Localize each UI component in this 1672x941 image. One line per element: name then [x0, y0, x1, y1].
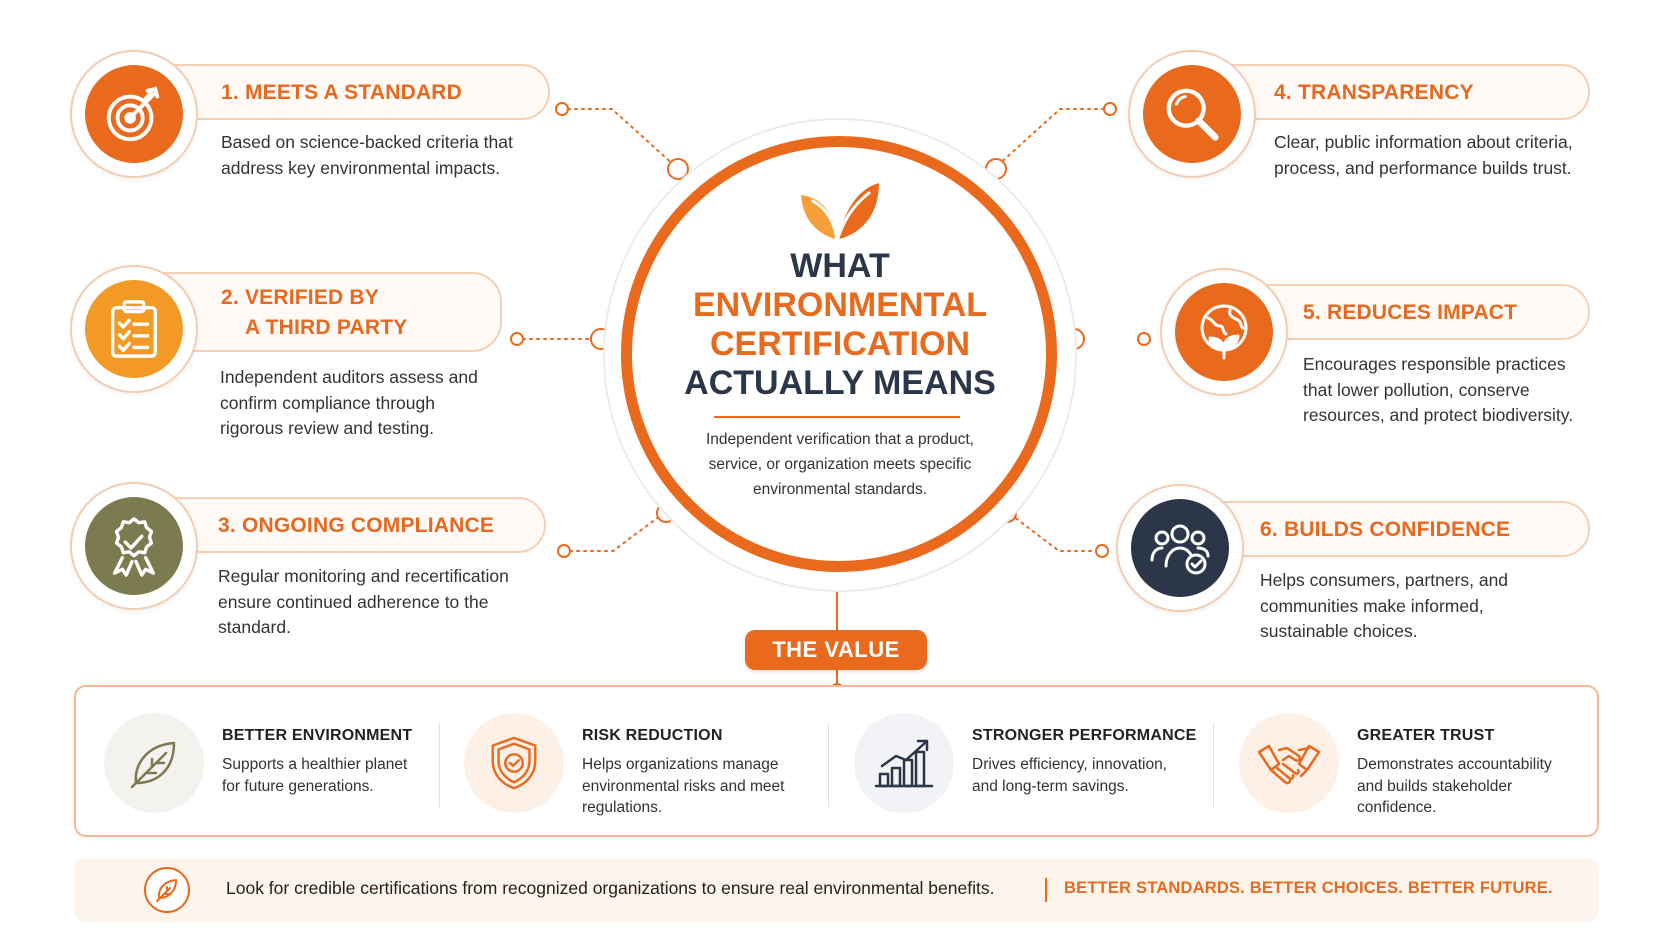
clipboard-checklist-icon [106, 298, 162, 360]
value-icon-circle [854, 713, 954, 813]
pillar-title-line1: 2. VERIFIED BY [221, 286, 380, 309]
connector-node [1104, 103, 1116, 115]
value-icon-circle [1239, 713, 1339, 813]
pillar-title: 4. TRANSPARENCY [1274, 81, 1474, 104]
connector-node [1096, 545, 1108, 557]
value-description: Demonstrates accountability and builds stakeholder confidence. [1357, 756, 1552, 816]
value-icon-circle [464, 713, 564, 813]
value-title: GREATER TRUST [1357, 727, 1495, 744]
pillar-icon-badge [70, 482, 198, 610]
pillar-description: Independent auditors assess and confirm compliance through rigorous review and testing. [220, 367, 478, 438]
value-item-better-environment [76, 687, 436, 837]
pillar-icon-badge [1128, 50, 1256, 178]
target-icon [103, 83, 165, 145]
footer-banner [74, 858, 1599, 922]
shield-check-icon [486, 734, 542, 792]
center-title-line3: CERTIFICATION [709, 325, 970, 363]
pillar-icon-badge [1160, 268, 1288, 396]
pillar-title-line2: A THIRD PARTY [245, 316, 408, 339]
leaf-badge-icon [153, 876, 181, 904]
value-label-pill: THE VALUE [745, 630, 927, 670]
leaf-icon [126, 735, 182, 791]
value-title: BETTER ENVIRONMENT [222, 727, 413, 744]
pillar-description: Regular monitoring and recertification ensure continued adherence to the standard. [218, 566, 509, 637]
footer-text: Look for credible certifications from recognized organizations to ensure real environmental benefits. [226, 878, 995, 898]
footer-separator [1045, 878, 1047, 902]
magnifier-icon [1161, 83, 1223, 145]
connector-node [1138, 333, 1150, 345]
center-title-line1: WHAT [790, 247, 890, 285]
pillar-title: 6. BUILDS CONFIDENCE [1260, 518, 1511, 541]
center-divider [714, 416, 960, 418]
value-title: RISK REDUCTION [582, 727, 723, 744]
pillar-description: Encourages responsible practices that lower pollution, conserve resources, and protect biodiversity. [1303, 354, 1574, 425]
pillar-title: 5. REDUCES IMPACT [1303, 301, 1518, 324]
value-item-stronger-performance [826, 687, 1211, 837]
center-title-line2: ENVIRONMENTAL [692, 286, 988, 324]
value-icon-circle [104, 713, 204, 813]
value-item-greater-trust [1211, 687, 1596, 837]
center-title-line4: ACTUALLY MEANS [684, 364, 996, 402]
pillar-title: 1. MEETS A STANDARD [221, 81, 463, 104]
pillar-icon-badge [1116, 484, 1244, 612]
award-ribbon-icon [103, 515, 165, 577]
center-subtitle: Independent verification that a product, service, or organization meets specific environmental standards. [706, 431, 974, 498]
connector-node [556, 103, 568, 115]
value-description: Helps organizations manage environmental risks and meet regulations. [582, 756, 785, 816]
growth-chart-icon [874, 734, 934, 792]
people-check-icon [1148, 516, 1212, 580]
pillar-title: 3. ONGOING COMPLIANCE [218, 514, 495, 537]
pillar-icon-badge [70, 50, 198, 178]
value-panel [74, 685, 1599, 837]
pillar-description: Based on science-backed criteria that address key environmental impacts. [221, 132, 513, 178]
connector-node [511, 333, 523, 345]
leaf-sprout-icon [791, 173, 883, 243]
value-item-risk-reduction [436, 687, 826, 837]
value-description: Supports a healthier planet for future generations. [222, 756, 408, 795]
handshake-icon [1257, 738, 1321, 788]
footer-tagline: BETTER STANDARDS. BETTER CHOICES. BETTER FUTURE. [1064, 879, 1553, 897]
globe-leaf-icon [1192, 300, 1256, 364]
pillar-description: Clear, public information about criteria, process, and performance builds trust. [1274, 132, 1573, 178]
value-title: STRONGER PERFORMANCE [972, 727, 1197, 744]
pillar-description: Helps consumers, partners, and communities make informed, sustainable choices. [1260, 570, 1509, 641]
value-description: Drives efficiency, innovation, and long-term savings. [972, 756, 1167, 795]
footer-icon-badge [144, 867, 190, 913]
pillar-icon-badge [70, 265, 198, 393]
connector-node [558, 545, 570, 557]
